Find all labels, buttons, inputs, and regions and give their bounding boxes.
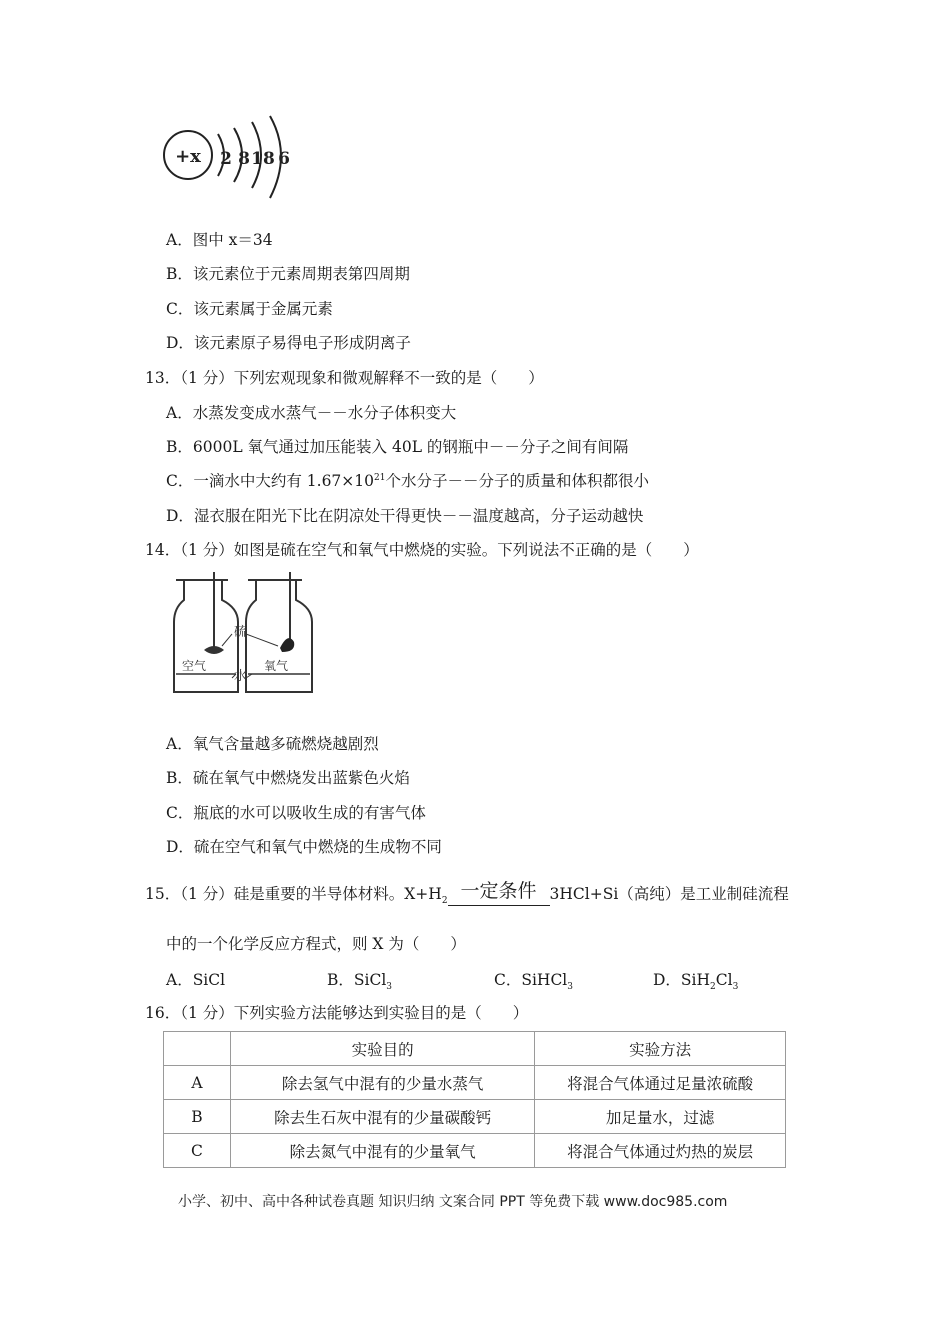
q12-option-d: D．该元素原子易得电子形成阴离子 xyxy=(166,334,411,352)
reaction-condition-label: 一定条件 xyxy=(460,880,537,903)
q15-option-d-sub2: 3 xyxy=(732,982,739,993)
nucleus-label: +x xyxy=(175,146,201,167)
q13-option-c-exponent: 21 xyxy=(374,472,386,483)
experiment-table xyxy=(163,1031,786,1168)
shell-electrons-4: 6 xyxy=(278,149,290,169)
q14-stem: 14．（1 分）如图是硫在空气和氧气中燃烧的实验。下列说法不正确的是（ ） xyxy=(145,541,699,559)
q15-option-d-mid: Cl xyxy=(715,971,733,989)
q13-option-b: B．6000L 氧气通过加压能装入 40L 的钢瓶中－－分子之间有间隔 xyxy=(166,438,629,456)
q15-option-a: A．SiCl xyxy=(166,971,226,989)
shell-electrons-2: 8 xyxy=(238,149,250,169)
q15-option-d-text: D．SiH xyxy=(653,971,711,989)
sulfur-combustion-figure xyxy=(162,570,324,700)
water-label: 水 xyxy=(234,669,248,684)
air-spoon xyxy=(204,646,224,654)
q12-option-c: C．该元素属于金属元素 xyxy=(166,300,333,318)
table-row xyxy=(164,1066,786,1100)
table-cell: 将混合气体通过灼热的炭层 xyxy=(535,1134,786,1168)
q13-stem: 13．（1 分）下列宏观现象和微观解释不一致的是（ ） xyxy=(145,369,544,387)
page-footer: 小学、初中、高中各种试卷真题 知识归纳 文案合同 PPT 等免费下载 www.doc985.com xyxy=(178,1194,728,1210)
table-header-cell: 实验方法 xyxy=(535,1032,786,1066)
q14-option-c: C．瓶底的水可以吸收生成的有害气体 xyxy=(166,804,426,822)
table-header-cell xyxy=(164,1032,231,1066)
oxygen-bottle xyxy=(246,572,312,692)
table-cell: 将混合气体通过足量浓硫酸 xyxy=(535,1066,786,1100)
q15-stem-sub: 2 xyxy=(441,896,448,907)
air-label: 空气 xyxy=(182,659,207,673)
q13-option-c xyxy=(166,469,649,491)
table-header-row xyxy=(164,1032,786,1066)
q15-option-b-sub: 3 xyxy=(386,982,393,993)
q15-option-c-sub: 3 xyxy=(567,982,574,993)
shell-electrons-1: 2 xyxy=(220,149,232,169)
q15-option-c xyxy=(494,968,573,992)
table-cell: 除去氢气中混有的少量水蒸气 xyxy=(230,1066,534,1100)
q14-option-b: B．硫在氧气中燃烧发出蓝紫色火焰 xyxy=(166,769,410,787)
q12-option-b: B．该元素位于元素周期表第四周期 xyxy=(166,265,410,283)
q15-stem-line2: 中的一个化学反应方程式，则 X 为（ ） xyxy=(166,935,466,953)
atom-structure-diagram xyxy=(160,112,300,204)
table-row xyxy=(164,1100,786,1134)
q15-option-b-text: B．SiCl xyxy=(327,971,387,989)
air-bottle xyxy=(174,572,238,692)
table-cell: B xyxy=(164,1100,231,1134)
q15-option-d-sub1: 2 xyxy=(710,982,716,993)
q15-stem-line1 xyxy=(145,882,789,906)
table-cell: C xyxy=(164,1134,231,1168)
q12-option-a: A．图中 x＝34 xyxy=(166,231,273,249)
reaction-condition xyxy=(448,880,550,906)
q15-option-d xyxy=(653,968,738,992)
oxygen-spoon-flame xyxy=(280,638,294,652)
table-cell: 加足量水，过滤 xyxy=(535,1100,786,1134)
oxygen-label: 氧气 xyxy=(264,659,289,673)
table-cell: A xyxy=(164,1066,231,1100)
shell-electrons-3: 18 xyxy=(251,149,275,169)
q16-stem: 16．（1 分）下列实验方法能够达到实验目的是（ ） xyxy=(145,1004,529,1022)
q13-option-a: A．水蒸发变成水蒸气－－水分子体积变大 xyxy=(166,404,457,422)
table-cell: 除去氮气中混有的少量氧气 xyxy=(230,1134,534,1168)
q13-option-d: D．湿衣服在阳光下比在阴凉处干得更快－－温度越高，分子运动越快 xyxy=(166,507,644,525)
table-cell: 除去生石灰中混有的少量碳酸钙 xyxy=(230,1100,534,1134)
q15-option-b xyxy=(327,968,392,992)
q13-option-c-post: 个水分子－－分子的质量和体积都很小 xyxy=(385,472,649,490)
q15-option-c-text: C．SiHCl xyxy=(494,971,568,989)
q15-stem-post: 3HCl+Si（高纯）是工业制硅流程 xyxy=(549,885,789,903)
table-header-cell: 实验目的 xyxy=(230,1032,534,1066)
sulfur-label: 硫 xyxy=(234,625,248,640)
q14-option-d: D．硫在空气和氧气中燃烧的生成物不同 xyxy=(166,838,442,856)
table-row xyxy=(164,1134,786,1168)
q13-option-c-pre: C．一滴水中大约有 1.67×10 xyxy=(166,472,375,490)
q14-option-a: A．氧气含量越多硫燃烧越剧烈 xyxy=(166,735,379,753)
q15-stem-pre: 15．（1 分）硅是重要的半导体材料。X+H xyxy=(145,885,442,903)
